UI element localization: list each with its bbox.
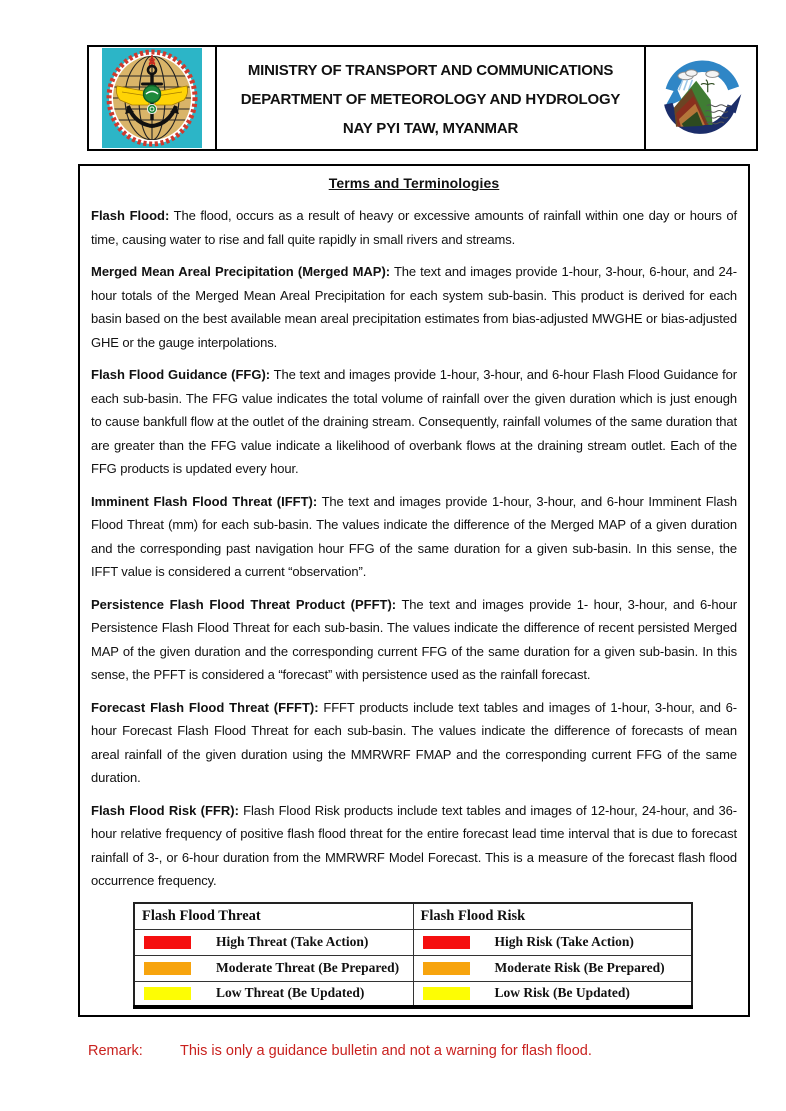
table-row [134, 981, 692, 1007]
term-flash-flood: Flash Flood: [91, 208, 170, 223]
moderate-risk-color-swatch [423, 962, 470, 975]
high-threat-color-swatch [144, 936, 191, 949]
definition-ffr: Flash Flood Risk products include text tables and images of 12-hour, 24-hour, and 36-hour relative frequency of positive flash flood threat for the entire forecast lead time interval that is due to forecast rainfall of 3-, or 6-hour duration from the MMRWRF Model Forecast. This is a measure of the forecast flash flood occurrence frequency. [91, 802, 737, 888]
term-merged-map: Merged Mean Areal Precipitation (Merged MAP): [91, 264, 391, 279]
term-ffft: Forecast Flash Flood Threat (FFFT): [91, 699, 319, 715]
paragraph-ffg [91, 363, 737, 481]
term-ffg: Flash Flood Guidance (FFG): [91, 367, 271, 382]
hydrological-cycle-icon [652, 50, 750, 146]
paragraph-merged-map [91, 260, 737, 354]
letterhead [87, 45, 758, 151]
table-row [134, 955, 692, 981]
legend-low-risk [423, 985, 692, 1001]
definition-pfft: The text and images provide 1- hour, 3-hour, and 6-hour Persistence Flash Flood Threat for each sub-basin. The values indicate the difference of recent persisted Merged MAP of the given duration and the corresponding current FFG of the same duration for a given sub-basin. In this sense, the PFFT is considered a “forecast” with persistence used as the rainfall forecast. [91, 596, 737, 682]
definition-ifft: The text and images provide 1-hour, 3-hour, and 6-hour Imminent Flash Flood Threat (mm) for each sub-basin. The values indicate the difference of the Merged MAP of a given duration and the corresponding past navigation hour FFG of the same duration for a given sub-basin. In this sense, the IFFT value is considered a current “observation”. [91, 493, 737, 579]
term-ffr: Flash Flood Risk (FFR): [91, 802, 239, 818]
definition-merged-map: The text and images provide 1-hour, 3-hour, 6-hour, and 24-hour totals of the Merged Mean Areal Precipitation for each system sub-basin. This product is derived for each basin based on the best available mean areal precipitation estimates from bias-adjusted MWGHE or bias-adjusted GHE or the gauge interpolations. [91, 264, 737, 350]
ministry-name: MINISTRY OF TRANSPORT AND COMMUNICATIONS [247, 62, 614, 79]
ministry-logo-cell [89, 47, 217, 149]
term-pfft: Persistence Flash Flood Threat Product (PFFT): [91, 596, 397, 612]
legend-moderate-risk [423, 960, 692, 976]
department-logo-cell [644, 47, 756, 149]
high-risk-label: High Risk (Take Action) [494, 934, 634, 949]
paragraph-flash-flood [91, 204, 737, 251]
high-risk-color-swatch [423, 936, 470, 949]
remark-line [88, 1043, 708, 1059]
column-header-threat: Flash Flood Threat [134, 903, 413, 930]
low-risk-color-swatch [423, 987, 470, 1000]
remark-label: Remark: [88, 1043, 143, 1059]
moderate-threat-label: Moderate Threat (Be Prepared) [216, 960, 400, 975]
definition-flash-flood: The flood, occurs as a result of heavy or excessive amounts of rainfall within one day or hours of time, causing water to rise and fall quite rapidly in small rivers and streams. [91, 208, 737, 247]
paragraph-ffr [91, 799, 737, 893]
table-header-row [134, 903, 692, 930]
legend-moderate-threat [144, 960, 413, 976]
remark-text: This is only a guidance bulletin and not a warning for flash flood. [180, 1043, 592, 1059]
legend-low-threat [144, 985, 413, 1001]
location-name: NAY PYI TAW, MYANMAR [342, 120, 519, 137]
threat-risk-legend-table [133, 902, 693, 1010]
letterhead-text [217, 47, 644, 149]
high-threat-label: High Threat (Take Action) [216, 934, 369, 949]
paragraph-pfft [91, 593, 737, 687]
paragraph-ifft [91, 490, 737, 584]
legend-high-threat [144, 934, 413, 950]
moderate-risk-label: Moderate Risk (Be Prepared) [494, 960, 665, 975]
term-ifft: Imminent Flash Flood Threat (IFFT): [91, 493, 318, 509]
page-title: Terms and Terminologies [328, 175, 500, 191]
terms-document-box [78, 164, 750, 1017]
column-header-risk: Flash Flood Risk [413, 903, 692, 930]
low-risk-label: Low Risk (Be Updated) [494, 985, 630, 1001]
definition-ffg: The text and images provide 1-hour, 3-hour, and 6-hour Flash Flood Guidance for each sub-basin. The FFG value indicates the total volume of rainfall over the given duration which is just enough to cause bankfull flow at the outlet of the draining stream. Consequently, rainfall volumes of the same duration that are greater than the FFG value indicate a likelihood of overbank flows at the draining stream outlet. Each of the FFG products is updated every hour. [91, 367, 737, 476]
legend-high-risk [423, 934, 692, 950]
ministry-of-transport-emblem-icon [101, 48, 203, 148]
low-threat-color-swatch [144, 987, 191, 1000]
department-name: DEPARTMENT OF METEOROLOGY AND HYDROLOGY [240, 91, 621, 108]
low-threat-label: Low Threat (Be Updated) [216, 985, 365, 1001]
table-row [134, 929, 692, 955]
moderate-threat-color-swatch [144, 962, 191, 975]
definition-ffft: FFFT products include text tables and images of 1-hour, 3-hour, and 6-hour Forecast Flash Flood Threat for each sub-basin. The values indicate the difference of forecasts of mean areal rainfall of the given duration using the MMRWRF FMAP and the corresponding current FFG of the same duration. [91, 699, 737, 785]
paragraph-ffft [91, 696, 737, 790]
